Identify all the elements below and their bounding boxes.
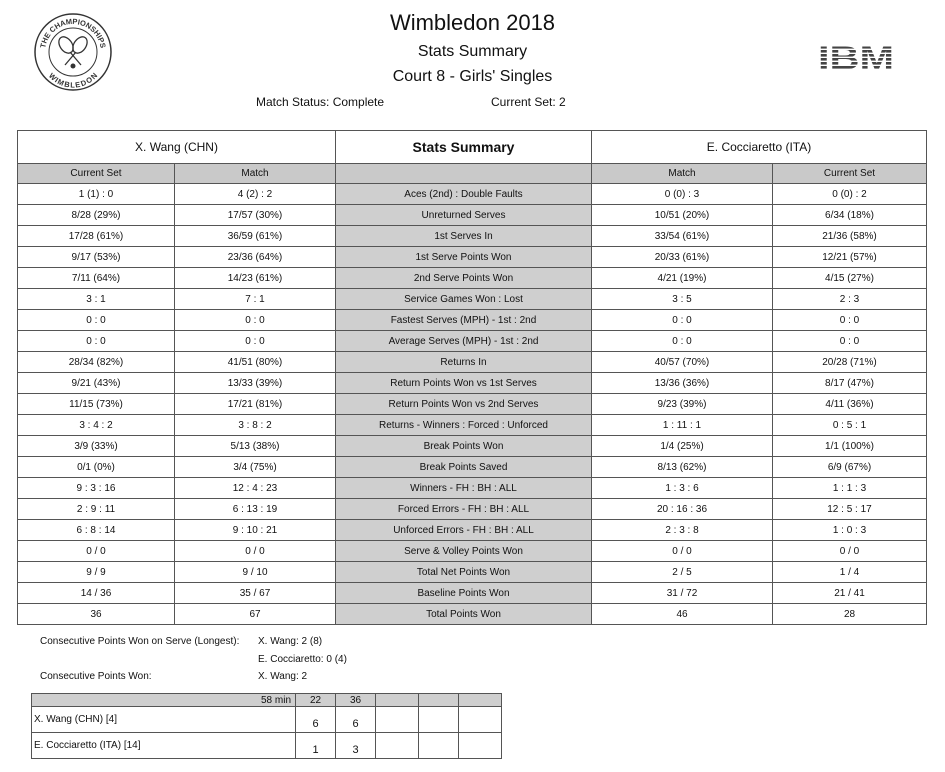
stats-row bbox=[18, 310, 927, 331]
p2-match-value: 20/33 (61%) bbox=[592, 247, 773, 268]
p2-match-value: 10/51 (20%) bbox=[592, 205, 773, 226]
p1-match-value: 17/57 (30%) bbox=[175, 205, 336, 226]
set-score bbox=[376, 733, 419, 759]
stats-row bbox=[18, 226, 927, 247]
p2-match-value: 40/57 (70%) bbox=[592, 352, 773, 373]
p2-current-set-value: 1 : 0 : 3 bbox=[773, 520, 927, 541]
set-score: 3 bbox=[336, 733, 376, 759]
p1-match-value: 12 : 4 : 23 bbox=[175, 478, 336, 499]
p2-current-set-value: 0 : 5 : 1 bbox=[773, 415, 927, 436]
p2-current-set-value: 20/28 (71%) bbox=[773, 352, 927, 373]
p1-match-value: 0 / 0 bbox=[175, 541, 336, 562]
stats-row bbox=[18, 457, 927, 478]
p2-current-set-value: 0 : 0 bbox=[773, 310, 927, 331]
p1-match-value: 3/4 (75%) bbox=[175, 457, 336, 478]
stat-label: Baseline Points Won bbox=[336, 583, 592, 604]
p1-match-value: 14/23 (61%) bbox=[175, 268, 336, 289]
p2-current-set-header: Current Set bbox=[773, 164, 927, 184]
p2-current-set-value: 0 : 0 bbox=[773, 331, 927, 352]
ibm-wordmark: IBM bbox=[818, 42, 894, 72]
set-score: 6 bbox=[296, 707, 336, 733]
p2-current-set-value: 21 / 41 bbox=[773, 583, 927, 604]
p1-match-value: 9 / 10 bbox=[175, 562, 336, 583]
p2-current-set-value: 21/36 (58%) bbox=[773, 226, 927, 247]
stats-row bbox=[18, 352, 927, 373]
p1-match-value: 35 / 67 bbox=[175, 583, 336, 604]
stats-row bbox=[18, 478, 927, 499]
p2-match-value: 33/54 (61%) bbox=[592, 226, 773, 247]
match-duration: 58 min bbox=[32, 694, 296, 707]
set-score bbox=[419, 733, 459, 759]
p2-current-set-value: 4/11 (36%) bbox=[773, 394, 927, 415]
p1-current-set-value: 3 : 4 : 2 bbox=[18, 415, 175, 436]
stat-label: Forced Errors - FH : BH : ALL bbox=[336, 499, 592, 520]
p1-current-set-value: 0 : 0 bbox=[18, 310, 175, 331]
p1-current-set-header: Current Set bbox=[18, 164, 175, 184]
stat-label: Total Points Won bbox=[336, 604, 592, 625]
stats-row bbox=[18, 205, 927, 226]
p1-current-set-value: 0 : 0 bbox=[18, 331, 175, 352]
p1-match-value: 67 bbox=[175, 604, 336, 625]
p2-match-value: 0 / 0 bbox=[592, 541, 773, 562]
stat-label: Return Points Won vs 2nd Serves bbox=[336, 394, 592, 415]
p1-match-header: Match bbox=[175, 164, 336, 184]
p1-match-value: 9 : 10 : 21 bbox=[175, 520, 336, 541]
p2-current-set-value: 1 : 1 : 3 bbox=[773, 478, 927, 499]
stats-row bbox=[18, 268, 927, 289]
p2-current-set-value: 4/15 (27%) bbox=[773, 268, 927, 289]
p2-match-value: 3 : 5 bbox=[592, 289, 773, 310]
p2-match-value: 0 : 0 bbox=[592, 331, 773, 352]
set-time bbox=[376, 694, 419, 707]
p2-current-set-value: 0 / 0 bbox=[773, 541, 927, 562]
page-title: Wimbledon 2018 bbox=[389, 10, 556, 35]
p1-match-value: 17/21 (81%) bbox=[175, 394, 336, 415]
p1-current-set-value: 1 (1) : 0 bbox=[18, 184, 175, 205]
p1-current-set-value: 9/17 (53%) bbox=[18, 247, 175, 268]
set-score: 6 bbox=[336, 707, 376, 733]
p2-match-value: 31 / 72 bbox=[592, 583, 773, 604]
p2-current-set-value: 12/21 (57%) bbox=[773, 247, 927, 268]
stat-label: 1st Serve Points Won bbox=[336, 247, 592, 268]
stats-row bbox=[18, 331, 927, 352]
p1-match-value: 6 : 13 : 19 bbox=[175, 499, 336, 520]
p1-current-set-value: 6 : 8 : 14 bbox=[18, 520, 175, 541]
court-label: Court 8 - Girls' Singles bbox=[392, 68, 553, 85]
p1-current-set-value: 0/1 (0%) bbox=[18, 457, 175, 478]
stats-row bbox=[18, 562, 927, 583]
set-time bbox=[419, 694, 459, 707]
stat-label: Unforced Errors - FH : BH : ALL bbox=[336, 520, 592, 541]
p1-match-value: 23/36 (64%) bbox=[175, 247, 336, 268]
p1-current-set-value: 7/11 (64%) bbox=[18, 268, 175, 289]
set-score bbox=[459, 707, 502, 733]
p1-match-value: 41/51 (80%) bbox=[175, 352, 336, 373]
stats-row bbox=[18, 583, 927, 604]
stats-row bbox=[18, 520, 927, 541]
p2-current-set-value: 0 (0) : 2 bbox=[773, 184, 927, 205]
stats-row bbox=[18, 541, 927, 562]
p2-match-value: 1 : 3 : 6 bbox=[592, 478, 773, 499]
p2-match-value: 2 : 3 : 8 bbox=[592, 520, 773, 541]
p2-current-set-value: 28 bbox=[773, 604, 927, 625]
set-score: 1 bbox=[296, 733, 336, 759]
set-time: 36 bbox=[336, 694, 376, 707]
stat-label: 2nd Serve Points Won bbox=[336, 268, 592, 289]
p1-current-set-value: 17/28 (61%) bbox=[18, 226, 175, 247]
stat-label: Total Net Points Won bbox=[336, 562, 592, 583]
p2-match-value: 0 (0) : 3 bbox=[592, 184, 773, 205]
stat-label: Aces (2nd) : Double Faults bbox=[336, 184, 592, 205]
logo-bottom-text: WIMBLEDON bbox=[46, 71, 100, 90]
p1-current-set-value: 36 bbox=[18, 604, 175, 625]
p1-current-set-value: 11/15 (73%) bbox=[18, 394, 175, 415]
set-score bbox=[376, 707, 419, 733]
set-time bbox=[459, 694, 502, 707]
stat-label: Serve & Volley Points Won bbox=[336, 541, 592, 562]
stat-label: Fastest Serves (MPH) - 1st : 2nd bbox=[336, 310, 592, 331]
p1-current-set-value: 3/9 (33%) bbox=[18, 436, 175, 457]
p2-current-set-value: 1 / 4 bbox=[773, 562, 927, 583]
p1-current-set-value: 0 / 0 bbox=[18, 541, 175, 562]
stats-row bbox=[18, 184, 927, 205]
p2-current-set-value: 1/1 (100%) bbox=[773, 436, 927, 457]
scoreboard-player-name: X. Wang (CHN) [4] bbox=[32, 707, 296, 733]
p1-current-set-value: 3 : 1 bbox=[18, 289, 175, 310]
p1-match-value: 4 (2) : 2 bbox=[175, 184, 336, 205]
stats-row bbox=[18, 415, 927, 436]
consecutive-serve-p1: X. Wang: 2 (8) bbox=[258, 636, 323, 647]
player2-name: E. Cocciaretto (ITA) bbox=[592, 131, 927, 164]
p1-match-value: 0 : 0 bbox=[175, 310, 336, 331]
set-score bbox=[459, 733, 502, 759]
page-subtitle: Stats Summary bbox=[417, 43, 528, 60]
stat-label: Break Points Saved bbox=[336, 457, 592, 478]
p1-current-set-value: 9 / 9 bbox=[18, 562, 175, 583]
stat-label: 1st Serves In bbox=[336, 226, 592, 247]
p2-match-value: 20 : 16 : 36 bbox=[592, 499, 773, 520]
p2-match-value: 46 bbox=[592, 604, 773, 625]
logo-top-text: THE CHAMPIONSHIPS bbox=[38, 16, 108, 49]
stat-label: Winners - FH : BH : ALL bbox=[336, 478, 592, 499]
p1-current-set-value: 9 : 3 : 16 bbox=[18, 478, 175, 499]
match-status: Match Status: Complete bbox=[256, 95, 385, 109]
p1-match-value: 3 : 8 : 2 bbox=[175, 415, 336, 436]
p1-match-value: 0 : 0 bbox=[175, 331, 336, 352]
player1-name: X. Wang (CHN) bbox=[18, 131, 336, 164]
stats-summary-header: Stats Summary bbox=[336, 131, 592, 164]
stats-row bbox=[18, 373, 927, 394]
scoreboard-player-name: E. Cocciaretto (ITA) [14] bbox=[32, 733, 296, 759]
p1-match-value: 5/13 (38%) bbox=[175, 436, 336, 457]
p2-match-value: 8/13 (62%) bbox=[592, 457, 773, 478]
p1-current-set-value: 8/28 (29%) bbox=[18, 205, 175, 226]
p2-current-set-value: 6/34 (18%) bbox=[773, 205, 927, 226]
p2-current-set-value: 2 : 3 bbox=[773, 289, 927, 310]
p1-current-set-value: 14 / 36 bbox=[18, 583, 175, 604]
consecutive-won-p1: X. Wang: 2 bbox=[258, 671, 308, 682]
stats-row bbox=[18, 499, 927, 520]
stat-label: Returns - Winners : Forced : Unforced bbox=[336, 415, 592, 436]
stats-table bbox=[17, 130, 927, 625]
stats-row bbox=[18, 604, 927, 625]
stat-label: Unreturned Serves bbox=[336, 205, 592, 226]
p2-match-value: 1 : 11 : 1 bbox=[592, 415, 773, 436]
label-header bbox=[336, 164, 592, 184]
scoreboard-row bbox=[32, 707, 502, 733]
consecutive-won-label: Consecutive Points Won: bbox=[40, 671, 152, 682]
stats-row bbox=[18, 247, 927, 268]
p2-match-value: 4/21 (19%) bbox=[592, 268, 773, 289]
set-score bbox=[419, 707, 459, 733]
current-set: Current Set: 2 bbox=[491, 95, 566, 109]
p2-match-header: Match bbox=[592, 164, 773, 184]
scoreboard-row bbox=[32, 733, 502, 759]
stat-label: Average Serves (MPH) - 1st : 2nd bbox=[336, 331, 592, 352]
p2-match-value: 13/36 (36%) bbox=[592, 373, 773, 394]
scoreboard bbox=[31, 693, 502, 759]
p2-current-set-value: 6/9 (67%) bbox=[773, 457, 927, 478]
stats-row bbox=[18, 436, 927, 457]
p1-match-value: 13/33 (39%) bbox=[175, 373, 336, 394]
p2-match-value: 2 / 5 bbox=[592, 562, 773, 583]
stat-label: Returns In bbox=[336, 352, 592, 373]
p2-match-value: 9/23 (39%) bbox=[592, 394, 773, 415]
p2-match-value: 1/4 (25%) bbox=[592, 436, 773, 457]
stats-row bbox=[18, 289, 927, 310]
stats-row bbox=[18, 394, 927, 415]
stat-label: Service Games Won : Lost bbox=[336, 289, 592, 310]
p2-current-set-value: 8/17 (47%) bbox=[773, 373, 927, 394]
p1-match-value: 7 : 1 bbox=[175, 289, 336, 310]
stat-label: Return Points Won vs 1st Serves bbox=[336, 373, 592, 394]
stat-label: Break Points Won bbox=[336, 436, 592, 457]
p2-current-set-value: 12 : 5 : 17 bbox=[773, 499, 927, 520]
p1-current-set-value: 2 : 9 : 11 bbox=[18, 499, 175, 520]
p1-current-set-value: 9/21 (43%) bbox=[18, 373, 175, 394]
consecutive-serve-p2: E. Cocciaretto: 0 (4) bbox=[258, 654, 347, 665]
p1-current-set-value: 28/34 (82%) bbox=[18, 352, 175, 373]
consecutive-serve-label: Consecutive Points Won on Serve (Longest): bbox=[40, 636, 240, 647]
p2-match-value: 0 : 0 bbox=[592, 310, 773, 331]
set-time: 22 bbox=[296, 694, 336, 707]
p1-match-value: 36/59 (61%) bbox=[175, 226, 336, 247]
